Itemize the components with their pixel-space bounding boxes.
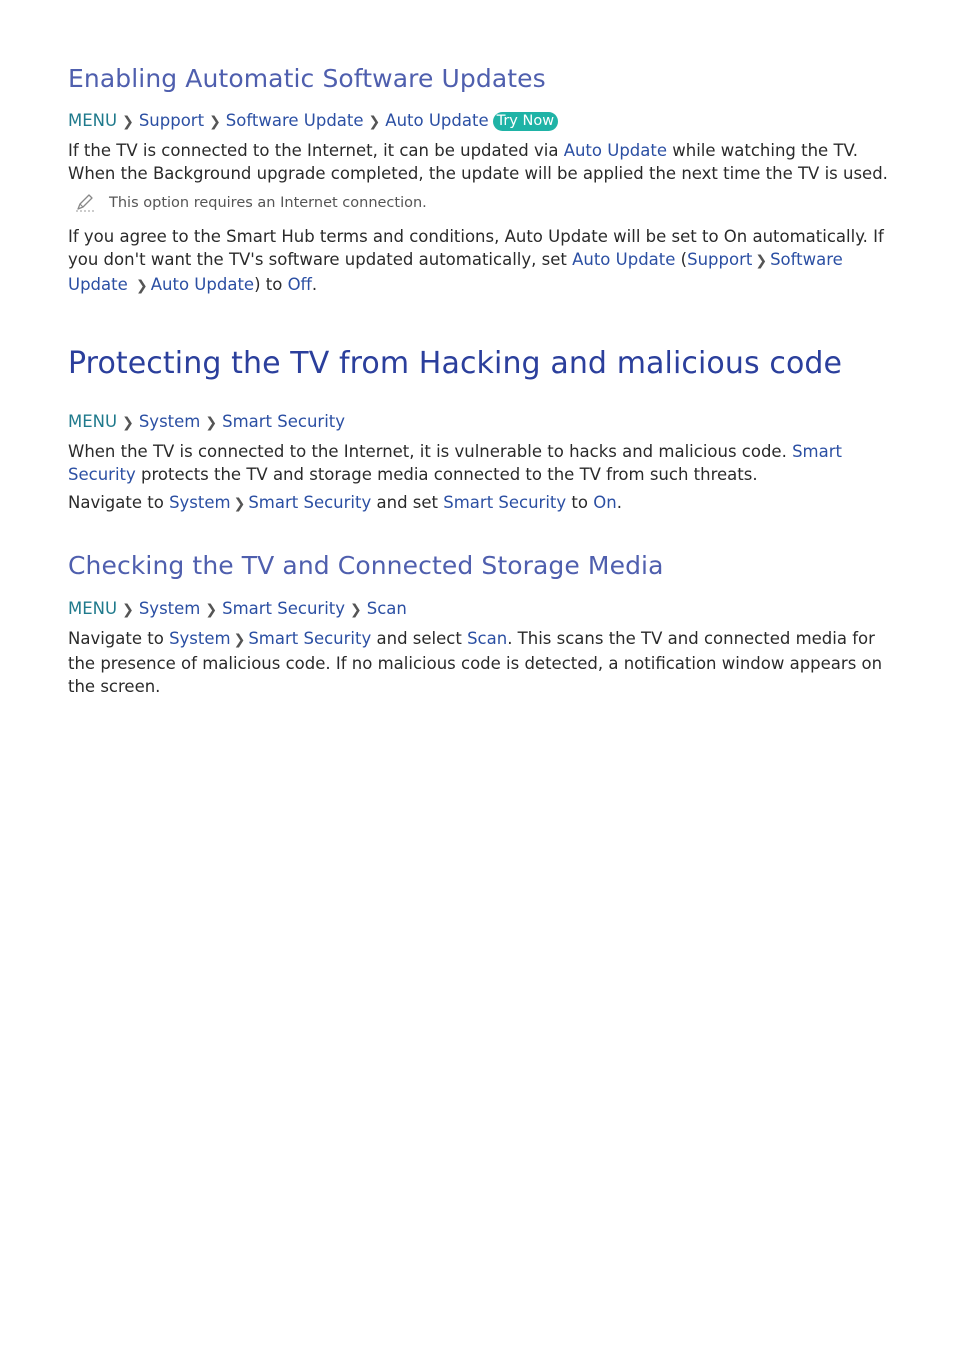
- section-scan-heading-wrap: [68, 551, 888, 580]
- chevron-right-icon: ❯: [368, 114, 381, 130]
- try-now-button[interactable]: Try Now: [493, 112, 558, 131]
- menu-path-auto-update: [68, 110, 888, 133]
- paragraph-auto-update-intro: [68, 139, 888, 185]
- text: Navigate to: [68, 629, 170, 648]
- path-system: System: [138, 599, 201, 618]
- path-menu: MENU: [68, 111, 118, 130]
- path-scan: Scan: [366, 599, 407, 618]
- keyword-auto-update: Auto Update: [563, 141, 667, 160]
- keyword-on: On: [593, 493, 617, 512]
- section-title-auto-update: Enabling Automatic Software Updates: [68, 64, 546, 93]
- menu-path-smart-security: [68, 411, 888, 434]
- text: ) to: [254, 275, 288, 294]
- keyword-smart-security: Smart Security: [248, 493, 372, 512]
- text: .: [311, 275, 318, 294]
- chevron-right-icon: ❯: [209, 114, 221, 130]
- note-internet-required: [68, 193, 888, 213]
- text: (: [675, 250, 688, 269]
- keyword-smart-security: Smart Security: [248, 629, 372, 648]
- keyword-scan: Scan: [467, 629, 508, 648]
- paragraph-scan: [68, 627, 888, 698]
- page-title-smart-security: Protecting the TV from Hacking and malicious code: [68, 346, 843, 381]
- text: Navigate to: [68, 493, 170, 512]
- path-software-update: Software Update: [225, 111, 364, 130]
- path-support: Support: [138, 111, 205, 130]
- chevron-right-icon: ❯: [122, 415, 134, 431]
- text: and set: [371, 493, 444, 512]
- path-menu: MENU: [68, 599, 118, 618]
- path-system: System: [138, 412, 201, 431]
- text: and select: [371, 629, 468, 648]
- chevron-right-icon: ❯: [233, 496, 246, 512]
- chevron-right-icon: ❯: [122, 602, 134, 618]
- keyword-system: System: [169, 493, 231, 512]
- chevron-right-icon: ❯: [136, 278, 148, 294]
- paragraph-smart-security-navigate: [68, 491, 888, 516]
- chevron-right-icon: ❯: [755, 253, 768, 269]
- menu-path-scan: [68, 598, 888, 621]
- path-smart-security: Smart Security: [222, 599, 346, 618]
- path-auto-update: Auto Update: [385, 111, 489, 130]
- paragraph-auto-update-terms: [68, 225, 888, 298]
- chevron-right-icon: ❯: [233, 632, 246, 648]
- note-text: This option requires an Internet connection.: [109, 195, 427, 211]
- text: protects the TV and storage media connected to the TV from such threats.: [135, 465, 758, 484]
- path-menu: MENU: [68, 412, 118, 431]
- text: .: [616, 493, 622, 512]
- keyword-smart-security: Smart Security: [443, 493, 567, 512]
- text: to: [566, 493, 594, 512]
- text: If the TV is connected to the Internet, it can be updated via: [68, 141, 564, 160]
- keyword-smart-security: Smart Security: [68, 442, 842, 484]
- pencil-note-icon: [74, 193, 100, 213]
- keyword-system: System: [169, 629, 231, 648]
- keyword-off: Off: [287, 275, 312, 294]
- text: . This scans the TV and connected media for the presence of malicious code. If no malicious code is detected, a notification window appears on the screen.: [68, 629, 883, 696]
- paragraph-smart-security-intro: [68, 440, 888, 486]
- chevron-right-icon: ❯: [350, 602, 362, 618]
- keyword-support: Support: [687, 250, 753, 269]
- section-smart-security-heading-wrap: [68, 346, 928, 381]
- section-auto-update-heading-wrap: [68, 64, 888, 93]
- keyword-software-update: Software Update: [68, 250, 843, 294]
- chevron-right-icon: ❯: [205, 415, 218, 431]
- text: When the TV is connected to the Internet, it is vulnerable to hacks and malicious code.: [68, 442, 793, 461]
- keyword-auto-update: Auto Update: [572, 250, 676, 269]
- text: while watching the TV. When the Background upgrade completed, the update will be applied the next time the TV is used.: [68, 141, 888, 183]
- text: If you agree to the Smart Hub terms and conditions, Auto Update will be set to On automatically. If you don't want the TV's software updated automatically, set: [68, 227, 884, 269]
- chevron-right-icon: ❯: [122, 114, 134, 130]
- keyword-auto-update: Auto Update: [150, 275, 255, 294]
- section-title-scan: Checking the TV and Connected Storage Media: [68, 551, 664, 580]
- path-smart-security: Smart Security: [222, 412, 346, 431]
- chevron-right-icon: ❯: [205, 602, 218, 618]
